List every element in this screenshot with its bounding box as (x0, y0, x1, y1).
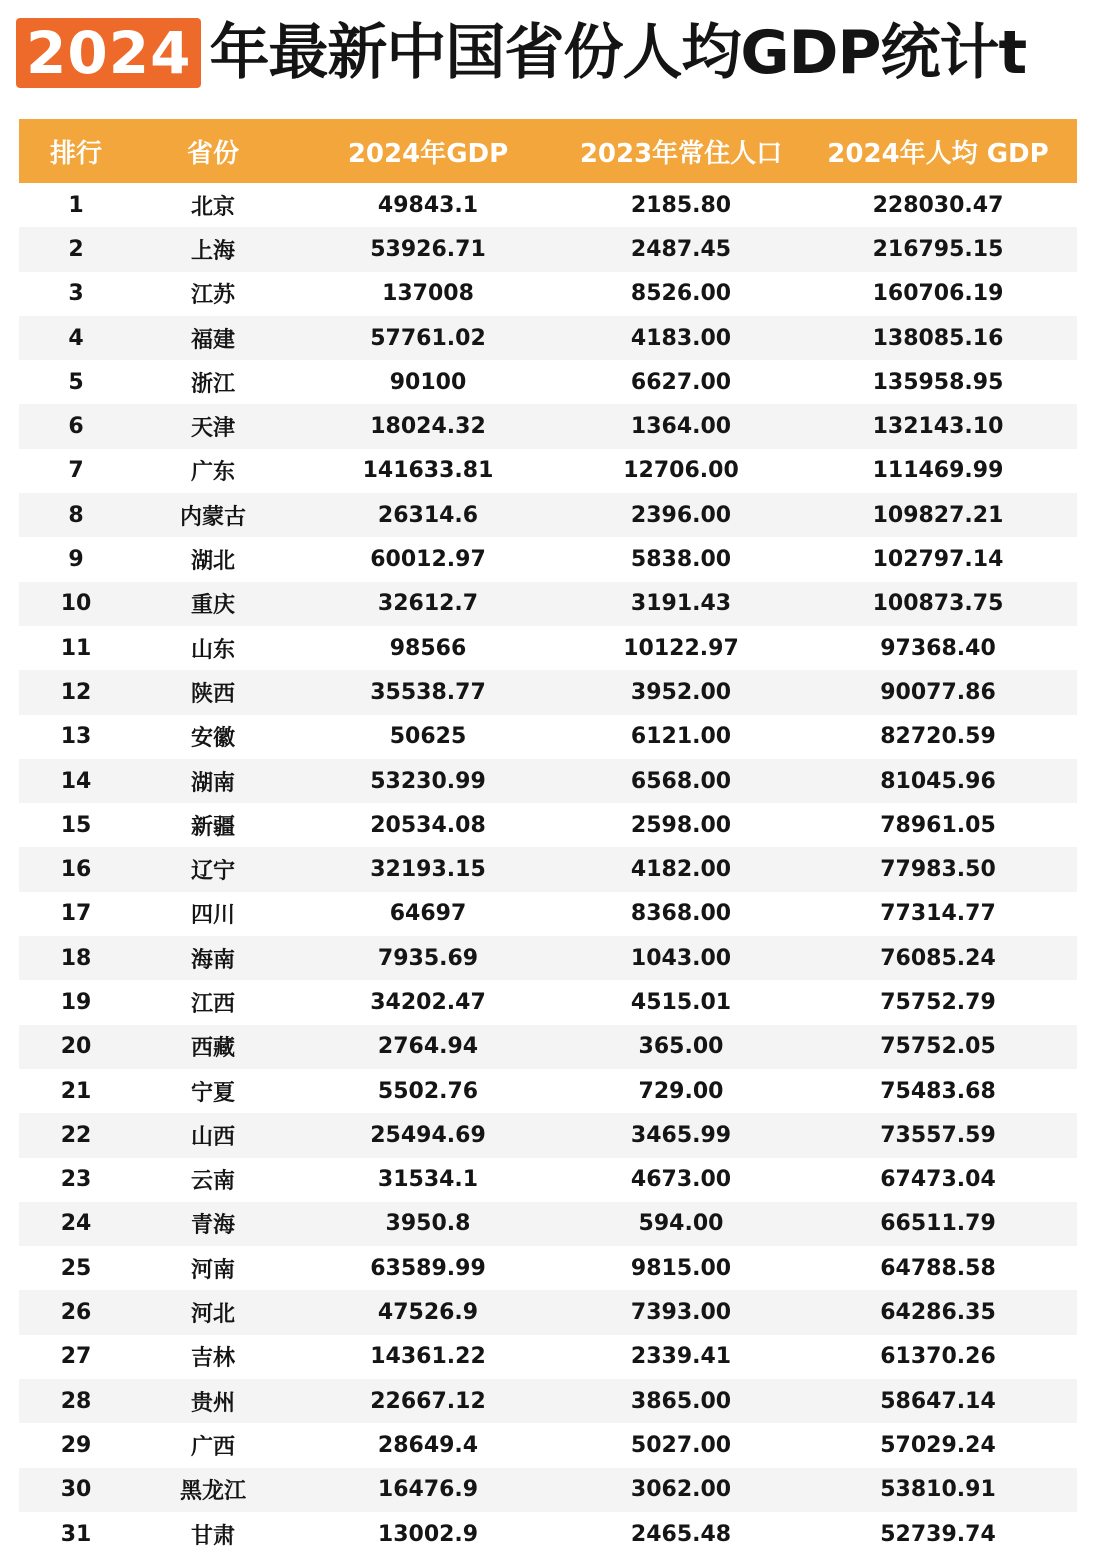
table-row (19, 1379, 1077, 1423)
table-row (19, 227, 1077, 271)
population-cell: 5027.00 (630, 1432, 732, 1458)
table-body (19, 183, 1077, 1556)
per-capita-cell: 52739.74 (880, 1521, 996, 1547)
rank-cell: 16 (60, 857, 92, 883)
province-cell: 宁夏 (190, 1080, 235, 1106)
gdp-cell: 49843.1 (377, 192, 479, 218)
population-cell: 10122.97 (623, 635, 739, 661)
gdp-cell: 31534.1 (377, 1167, 479, 1193)
rank-cell: 20 (60, 1034, 92, 1060)
province-cell: 河南 (190, 1257, 235, 1283)
province-cell: 山西 (190, 1124, 235, 1150)
rank-cell: 24 (60, 1211, 92, 1237)
province-cell: 天津 (190, 416, 235, 442)
header-gdp: 2024年GDP (347, 138, 509, 169)
population-cell: 7393.00 (630, 1300, 732, 1326)
province-cell: 江西 (190, 991, 235, 1017)
table-row (19, 1158, 1077, 1202)
per-capita-cell: 132143.10 (872, 414, 1004, 440)
gdp-cell: 16476.9 (377, 1477, 479, 1503)
gdp-cell: 25494.69 (370, 1122, 486, 1148)
table-row (19, 449, 1077, 493)
per-capita-cell: 75752.05 (880, 1034, 996, 1060)
gdp-cell: 90100 (389, 369, 467, 395)
gdp-cell: 57761.02 (370, 325, 486, 351)
header-province: 省份 (186, 138, 239, 169)
gdp-cell: 60012.97 (370, 547, 486, 573)
province-cell: 吉林 (190, 1346, 235, 1372)
table-row (19, 1202, 1077, 1246)
province-cell: 内蒙古 (179, 504, 246, 530)
population-cell: 729.00 (638, 1078, 724, 1104)
per-capita-cell: 109827.21 (872, 502, 1004, 528)
province-cell: 河北 (190, 1302, 235, 1328)
gdp-cell: 2764.94 (377, 1034, 479, 1060)
table-row (19, 1069, 1077, 1113)
gdp-cell: 13002.9 (377, 1521, 479, 1547)
per-capita-cell: 81045.96 (880, 768, 996, 794)
table-row (19, 183, 1077, 227)
population-cell: 4182.00 (630, 857, 732, 883)
gdp-cell: 64697 (389, 901, 467, 927)
per-capita-cell: 77983.50 (880, 857, 996, 883)
population-cell: 594.00 (638, 1211, 724, 1237)
page-title (16, 14, 1088, 92)
table-row (19, 272, 1077, 316)
per-capita-cell: 138085.16 (872, 325, 1004, 351)
gdp-cell: 53230.99 (370, 768, 486, 794)
gdp-cell: 14361.22 (370, 1344, 486, 1370)
province-cell: 西藏 (190, 1036, 235, 1062)
per-capita-cell: 66511.79 (880, 1211, 996, 1237)
population-cell: 8368.00 (630, 901, 732, 927)
per-capita-cell: 73557.59 (880, 1122, 996, 1148)
rank-cell: 4 (68, 325, 84, 351)
year-badge: 2024 (16, 18, 201, 88)
province-cell: 陕西 (190, 681, 235, 707)
population-cell: 8526.00 (630, 281, 732, 307)
rank-cell: 19 (60, 989, 92, 1015)
per-capita-cell: 75483.68 (880, 1078, 996, 1104)
province-cell: 重庆 (190, 593, 235, 619)
province-cell: 青海 (190, 1213, 235, 1239)
per-capita-cell: 76085.24 (880, 945, 996, 971)
table-row (19, 1113, 1077, 1157)
province-cell: 福建 (190, 327, 235, 353)
header-population: 2023年常住人口 (579, 138, 783, 169)
table-row (19, 537, 1077, 581)
rank-cell: 21 (60, 1078, 92, 1104)
table-row (19, 1335, 1077, 1379)
population-cell: 6627.00 (630, 369, 732, 395)
rank-cell: 5 (68, 369, 84, 395)
per-capita-cell: 67473.04 (880, 1167, 996, 1193)
province-cell: 上海 (190, 238, 235, 264)
table-row (19, 1512, 1077, 1556)
gdp-cell: 20534.08 (370, 812, 486, 838)
province-cell: 北京 (190, 194, 235, 220)
gdp-cell: 32612.7 (377, 591, 479, 617)
province-cell: 浙江 (190, 371, 235, 397)
per-capita-cell: 78961.05 (880, 812, 996, 838)
table-row (19, 670, 1077, 714)
per-capita-cell: 61370.26 (880, 1344, 996, 1370)
population-cell: 6568.00 (630, 768, 732, 794)
rank-cell: 27 (60, 1344, 92, 1370)
per-capita-cell: 82720.59 (880, 724, 996, 750)
gdp-cell: 47526.9 (377, 1300, 479, 1326)
table-row (19, 803, 1077, 847)
population-cell: 2598.00 (630, 812, 732, 838)
gdp-cell: 3950.8 (385, 1211, 471, 1237)
per-capita-cell: 53810.91 (880, 1477, 996, 1503)
header-per-capita: 2024年人均 GDP (827, 138, 1049, 169)
per-capita-cell: 160706.19 (872, 281, 1004, 307)
per-capita-cell: 58647.14 (880, 1388, 996, 1414)
population-cell: 1364.00 (630, 414, 732, 440)
population-cell: 4673.00 (630, 1167, 732, 1193)
rank-cell: 17 (60, 901, 92, 927)
per-capita-cell: 90077.86 (880, 679, 996, 705)
per-capita-cell: 64286.35 (880, 1300, 996, 1326)
table-row (19, 980, 1077, 1024)
table-row (19, 626, 1077, 670)
population-cell: 3465.99 (630, 1122, 732, 1148)
rank-cell: 15 (60, 812, 92, 838)
rank-cell: 11 (60, 635, 92, 661)
rank-cell: 22 (60, 1122, 92, 1148)
province-cell: 安徽 (190, 726, 235, 752)
population-cell: 3865.00 (630, 1388, 732, 1414)
rank-cell: 2 (68, 236, 84, 262)
per-capita-cell: 228030.47 (872, 192, 1004, 218)
rank-cell: 23 (60, 1167, 92, 1193)
per-capita-cell: 100873.75 (872, 591, 1004, 617)
province-cell: 湖北 (190, 549, 235, 575)
table-row (19, 1025, 1077, 1069)
table-row (19, 404, 1077, 448)
per-capita-cell: 102797.14 (872, 547, 1004, 573)
province-cell: 山东 (190, 637, 235, 663)
gdp-cell: 98566 (389, 635, 467, 661)
rank-cell: 26 (60, 1300, 92, 1326)
population-cell: 2396.00 (630, 502, 732, 528)
province-cell: 贵州 (190, 1390, 235, 1416)
population-cell: 2465.48 (630, 1521, 732, 1547)
gdp-table (19, 119, 1077, 1556)
gdp-cell: 34202.47 (370, 989, 486, 1015)
rank-cell: 12 (60, 679, 92, 705)
per-capita-cell: 111469.99 (872, 458, 1004, 484)
gdp-cell: 53926.71 (370, 236, 486, 262)
table-row (19, 1290, 1077, 1334)
gdp-cell: 26314.6 (377, 502, 479, 528)
table-row (19, 936, 1077, 980)
population-cell: 2185.80 (630, 192, 732, 218)
table-row (19, 582, 1077, 626)
population-cell: 6121.00 (630, 724, 732, 750)
gdp-cell: 7935.69 (377, 945, 479, 971)
gdp-cell: 35538.77 (370, 679, 486, 705)
population-cell: 2487.45 (630, 236, 732, 262)
rank-cell: 1 (68, 192, 84, 218)
rank-cell: 25 (60, 1255, 92, 1281)
population-cell: 12706.00 (623, 458, 739, 484)
rank-cell: 10 (60, 591, 92, 617)
table-row (19, 493, 1077, 537)
rank-cell: 6 (68, 414, 84, 440)
rank-cell: 28 (60, 1388, 92, 1414)
rank-cell: 29 (60, 1432, 92, 1458)
province-cell: 黑龙江 (179, 1479, 246, 1505)
gdp-cell: 50625 (389, 724, 467, 750)
province-cell: 广东 (190, 460, 235, 486)
population-cell: 9815.00 (630, 1255, 732, 1281)
table-row (19, 1246, 1077, 1290)
province-cell: 甘肃 (190, 1523, 235, 1549)
rank-cell: 3 (68, 281, 84, 307)
rank-cell: 13 (60, 724, 92, 750)
per-capita-cell: 77314.77 (880, 901, 996, 927)
population-cell: 3062.00 (630, 1477, 732, 1503)
table-row (19, 316, 1077, 360)
province-cell: 辽宁 (190, 859, 235, 885)
province-cell: 云南 (190, 1169, 235, 1195)
population-cell: 4515.01 (630, 989, 732, 1015)
per-capita-cell: 75752.79 (880, 989, 996, 1015)
population-cell: 5838.00 (630, 547, 732, 573)
table-row (19, 759, 1077, 803)
gdp-cell: 141633.81 (362, 458, 494, 484)
gdp-cell: 22667.12 (370, 1388, 486, 1414)
population-cell: 1043.00 (630, 945, 732, 971)
rank-cell: 31 (60, 1521, 92, 1547)
table-row (19, 892, 1077, 936)
province-cell: 四川 (190, 903, 235, 929)
gdp-cell: 28649.4 (377, 1432, 479, 1458)
gdp-cell: 5502.76 (377, 1078, 479, 1104)
header-rank: 排行 (49, 138, 102, 169)
per-capita-cell: 64788.58 (880, 1255, 996, 1281)
table-header (19, 119, 1077, 183)
gdp-cell: 18024.32 (370, 414, 486, 440)
per-capita-cell: 57029.24 (880, 1432, 996, 1458)
per-capita-cell: 97368.40 (880, 635, 996, 661)
table-row (19, 360, 1077, 404)
population-cell: 3191.43 (630, 591, 732, 617)
gdp-cell: 137008 (382, 281, 474, 307)
gdp-cell: 63589.99 (370, 1255, 486, 1281)
province-cell: 海南 (190, 947, 235, 973)
province-cell: 湖南 (190, 770, 235, 796)
table-row (19, 1423, 1077, 1467)
gdp-cell: 32193.15 (370, 857, 486, 883)
rank-cell: 7 (68, 458, 84, 484)
province-cell: 江苏 (190, 283, 235, 309)
province-cell: 广西 (190, 1434, 235, 1460)
province-cell: 新疆 (190, 814, 235, 840)
population-cell: 2339.41 (630, 1344, 732, 1370)
rank-cell: 9 (68, 547, 84, 573)
table-row (19, 715, 1077, 759)
table-row (19, 847, 1077, 891)
population-cell: 4183.00 (630, 325, 732, 351)
rank-cell: 30 (60, 1477, 92, 1503)
population-cell: 3952.00 (630, 679, 732, 705)
per-capita-cell: 216795.15 (872, 236, 1004, 262)
rank-cell: 8 (68, 502, 84, 528)
population-cell: 365.00 (638, 1034, 724, 1060)
table-row (19, 1468, 1077, 1512)
rank-cell: 14 (60, 768, 92, 794)
per-capita-cell: 135958.95 (872, 369, 1004, 395)
title-text: 年最新中国省份人均GDP统计t (209, 18, 1027, 88)
rank-cell: 18 (60, 945, 92, 971)
